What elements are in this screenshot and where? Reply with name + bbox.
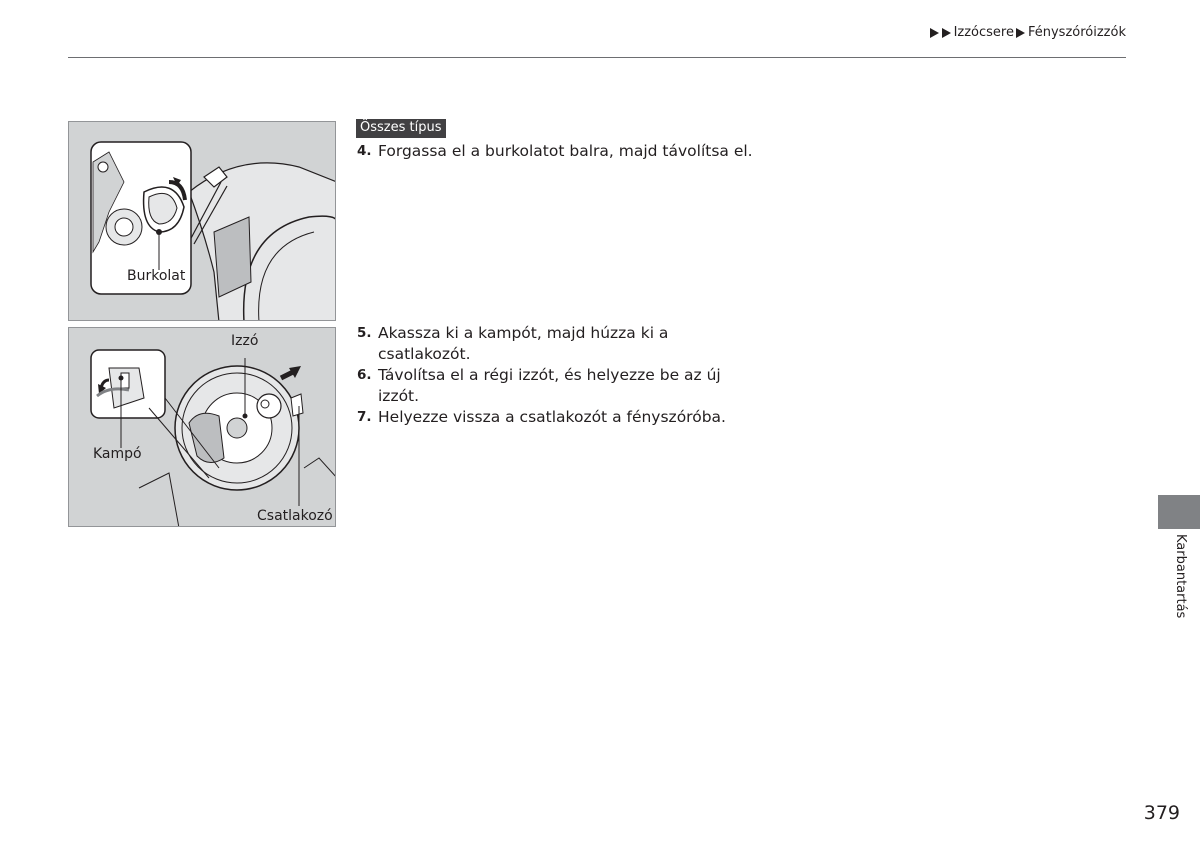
model-badge: Összes típus [356,119,446,138]
step-text: izzót. [378,387,420,405]
bulb-replacement-illustration [69,328,336,527]
page-number: 379 [1143,802,1180,824]
label-connector: Csatlakozó [257,508,333,524]
cover-removal-illustration [69,122,336,321]
figure-bulb-replacement [68,327,336,527]
step-5 [357,323,668,365]
breadcrumb-section: Izzócsere [953,25,1014,40]
step-text: Akassza ki a kampót, majd húzza ki a [378,324,669,342]
arrow-right-icon [930,28,939,38]
step-7 [357,407,726,428]
step-4 [357,141,753,162]
section-label-text: Karbantartás [1173,534,1188,619]
step-6 [357,365,721,407]
step-text: Forgassa el a burkolatot balra, majd távolítsa el. [378,142,753,160]
step-text: csatlakozót. [378,345,471,363]
breadcrumb-page: Fényszóróizzók [1027,25,1126,40]
figure-cover-removal [68,121,336,321]
step-number: 6. [357,367,372,383]
arrow-right-icon [1016,28,1025,38]
section-label [1158,534,1200,624]
step-text: Távolítsa el a régi izzót, és helyezze be az új [378,366,721,384]
label-bulb: Izzó [231,333,259,349]
section-tab [1158,495,1200,529]
label-hook: Kampó [93,446,142,462]
step-number: 7. [357,409,372,425]
step-number: 5. [357,325,372,341]
label-cover: Burkolat [127,268,186,284]
arrow-right-icon [942,28,951,38]
breadcrumb [930,25,1126,40]
step-number: 4. [357,143,372,159]
step-text: Helyezze vissza a csatlakozót a fényszóróba. [378,408,726,426]
header-divider [68,57,1126,58]
